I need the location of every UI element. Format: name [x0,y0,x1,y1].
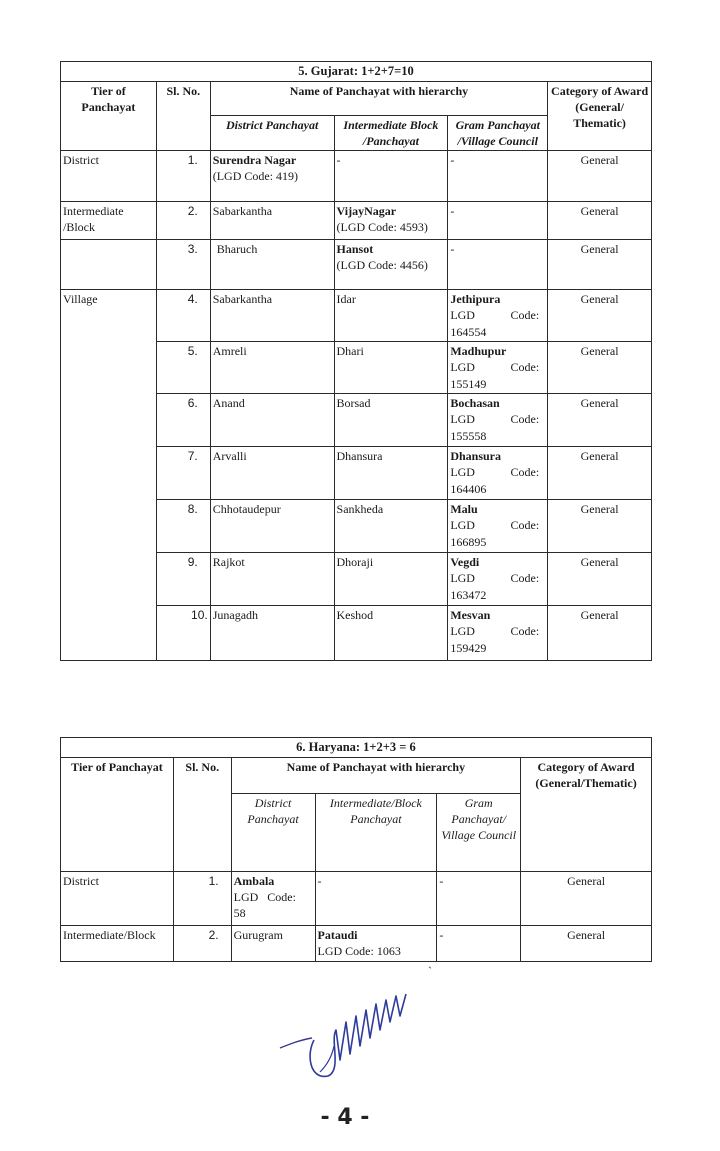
lgd-label: LGD [450,412,475,427]
category-cell: General [521,925,652,961]
lgd-label: LGD [450,624,475,639]
district-cell: Chhotaudepur [210,500,334,553]
sl-cell: 9. [156,553,210,606]
gp-code: 155149 [450,376,487,391]
table-row [61,240,652,290]
sl-cell: 3. [156,240,210,290]
gp-cell [448,553,548,606]
header-category: Category of Award (General/Thematic) [521,757,652,871]
tier-cell: District [61,151,157,202]
gp-cell [448,500,548,553]
block-cell [334,202,448,240]
header-sl-no: Sl. No. [156,81,210,150]
page-number: - 4 - [320,1105,370,1130]
gp-lgd-line [450,359,545,375]
header-district-panchayat: District Panchayat [231,793,315,871]
gp-cell [448,606,548,661]
gp-code: 164406 [450,481,487,496]
block-cell: Dhansura [334,447,448,500]
lgd-label: LGD [450,571,475,586]
gp-cell: - [437,925,521,961]
district-cell: Amreli [210,342,334,394]
district-name: Ambala [233,873,275,888]
gp-cell: - [437,871,521,925]
block-cell [334,240,448,290]
district-name: Surendra Nagar [212,153,297,168]
gp-name: Vegdi [450,555,480,570]
sl-cell: 2. [156,202,210,240]
header-block-panchayat: Intermediate Block /Panchayat [334,115,448,150]
gp-name: Dhansura [450,449,501,464]
gp-lgd-line [450,464,545,480]
header-block-panchayat: Intermediate/Block Panchayat [315,793,437,871]
category-cell: General [521,871,652,925]
code-label: Code: [510,412,540,427]
block-name: Pataudi [317,927,358,942]
gp-name: Malu [450,502,478,517]
category-cell: General [548,151,652,202]
sl-cell: 6. [156,394,210,447]
tier-cell: District [61,871,174,925]
sl-cell: 2. [173,925,231,961]
code-label: Code: [510,518,540,533]
block-cell: Keshod [334,606,448,661]
tier-cell: Village [61,290,157,661]
sl-cell: 5. [156,342,210,394]
gp-name: Bochasan [450,396,500,411]
gp-cell [448,342,548,394]
header-name-hierarchy: Name of Panchayat with hierarchy [231,757,521,793]
block-code: (LGD Code: 4593) [336,220,428,235]
gp-name: Madhupur [450,344,507,359]
category-cell: General [548,342,652,394]
lgd-code-label: LGD Code: [233,890,296,905]
table-row [61,202,652,240]
code-label: Code: [510,360,540,375]
tier-cell [61,240,157,290]
block-cell: Dhoraji [334,553,448,606]
block-cell: - [334,151,448,202]
lgd-label: LGD [450,360,475,375]
block-cell: Dhari [334,342,448,394]
district-cell: Anand [210,394,334,447]
category-cell: General [548,606,652,661]
category-cell: General [548,394,652,447]
category-cell: General [548,553,652,606]
gp-code: 163472 [450,587,487,602]
sl-cell: 1. [156,151,210,202]
block-name: VijayNagar [336,204,397,219]
gp-cell: - [448,202,548,240]
gp-cell: - [448,151,548,202]
lgd-label: LGD [450,308,475,323]
block-cell: Sankheda [334,500,448,553]
gp-lgd-line [450,623,545,639]
gp-name: Mesvan [450,608,491,623]
gp-cell: - [448,240,548,290]
sl-cell: 1. [173,871,231,925]
gp-lgd-line [450,307,545,323]
lgd-label: LGD [450,518,475,533]
table-row [61,871,652,925]
gp-code: 164554 [450,324,487,339]
table-row [61,151,652,202]
header-category [548,81,652,150]
haryana-caption: 6. Haryana: 1+2+3 = 6 [61,738,652,758]
sl-cell: 10. [156,606,210,661]
district-cell: Gurugram [231,925,315,961]
code-label: Code: [510,308,540,323]
district-cell [210,151,334,202]
gp-code: 159429 [450,640,487,655]
gujarat-table [60,61,652,661]
header-name-hierarchy: Name of Panchayat with hierarchy [210,81,547,115]
gp-cell [448,394,548,447]
district-cell: Rajkot [210,553,334,606]
district-cell [231,871,315,925]
district-cell: Junagadh [210,606,334,661]
category-cell: General [548,447,652,500]
block-cell: Idar [334,290,448,342]
block-code: LGD Code: 1063 [317,944,401,959]
table-row [61,290,652,342]
category-cell: General [548,202,652,240]
block-cell [315,925,437,961]
signature-tick: ` [428,964,432,978]
gp-lgd-line [450,570,545,586]
gp-code: 155558 [450,428,487,443]
tier-cell: Intermediate /Block [61,202,157,240]
district-cell: Bharuch [210,240,334,290]
gp-cell [448,290,548,342]
district-code: (LGD Code: 419) [212,169,299,184]
header-sl-no: Sl. No. [173,757,231,871]
gp-code: 166895 [450,534,487,549]
district-code: 58 [233,906,246,921]
code-label: Code: [510,624,540,639]
block-code: (LGD Code: 4456) [336,258,428,273]
district-cell: Sabarkantha [210,202,334,240]
category-cell: General [548,500,652,553]
category-cell: General [548,290,652,342]
block-cell: Borsad [334,394,448,447]
lgd-label: LGD [450,465,475,480]
header-tier: Tier of Panchayat [61,81,157,150]
gp-cell [448,447,548,500]
block-name: Hansot [336,242,374,257]
district-cell: Arvalli [210,447,334,500]
table-row [61,925,652,961]
header-district-panchayat: District Panchayat [210,115,334,150]
gp-name: Jethipura [450,292,501,307]
header-tier: Tier of Panchayat [61,757,174,871]
code-label: Code: [510,465,540,480]
sl-cell: 7. [156,447,210,500]
gp-lgd-line [450,411,545,427]
sl-cell: 4. [156,290,210,342]
category-cell: General [548,240,652,290]
block-cell: - [315,871,437,925]
header-gram-panchayat: Gram Panchayat /Village Council [448,115,548,150]
tier-cell: Intermediate/Block [61,925,174,961]
haryana-table [60,737,652,962]
gujarat-caption: 5. Gujarat: 1+2+7=10 [61,62,652,82]
sl-cell: 8. [156,500,210,553]
district-cell: Sabarkantha [210,290,334,342]
code-label: Code: [510,571,540,586]
header-category-text: Category of Award (General/ Thematic) [551,83,649,131]
header-gram-panchayat: Gram Panchayat/ Village Council [437,793,521,871]
gp-lgd-line [450,517,545,533]
signature [270,960,430,1090]
